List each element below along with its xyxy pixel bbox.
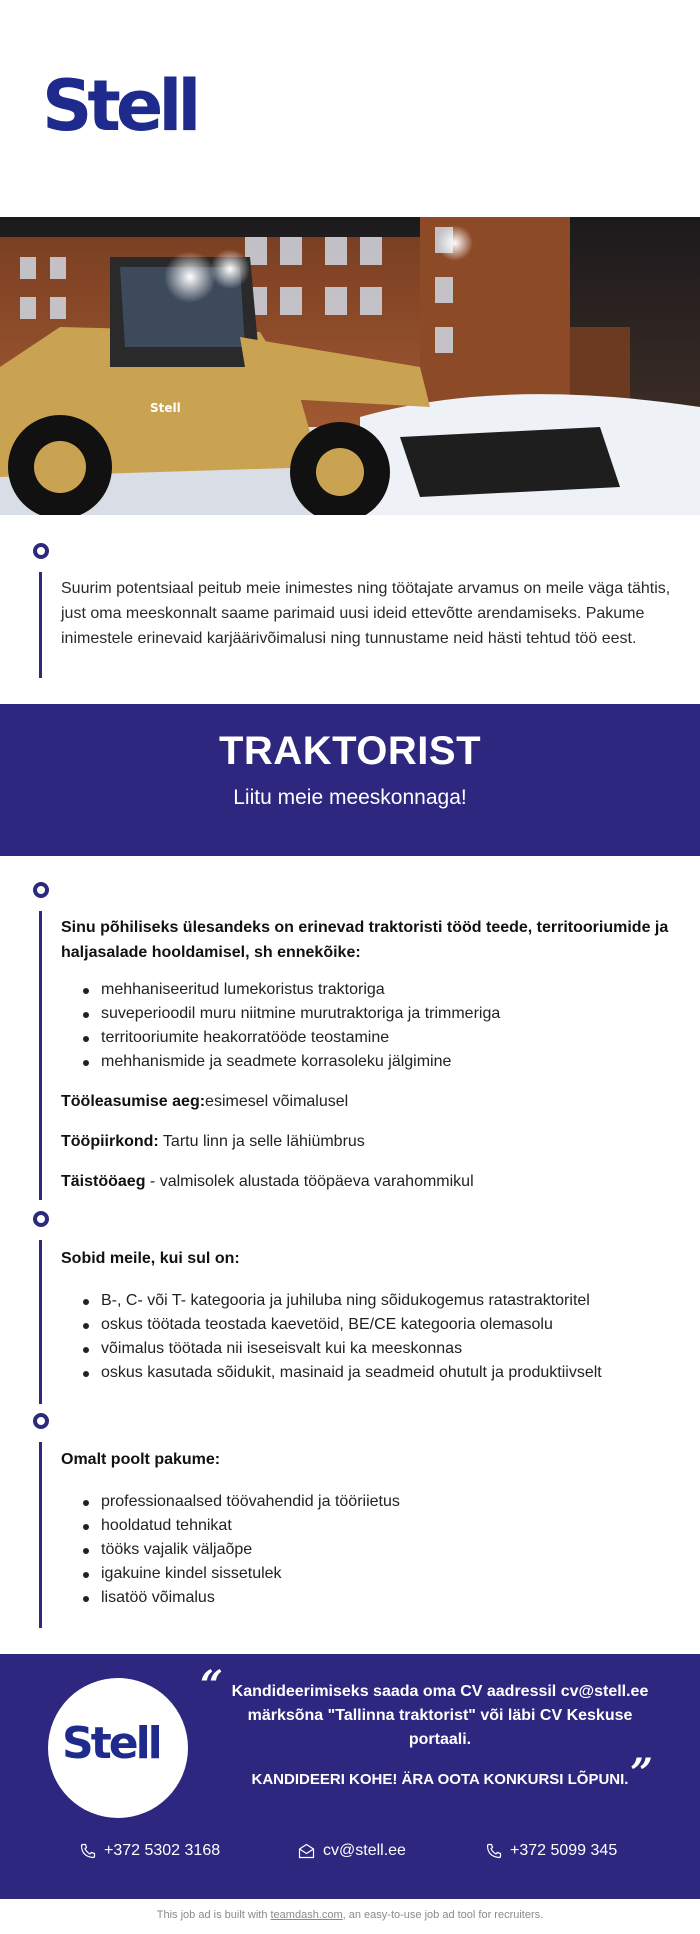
- stell-logo: Stell: [42, 65, 197, 147]
- phone-2-text: +372 5099 345: [510, 1842, 618, 1859]
- start-date-value: esimesel võimalusel: [205, 1093, 349, 1110]
- list-item: hooldatud tehnikat: [61, 1514, 671, 1538]
- phone-icon: [80, 1843, 96, 1859]
- credit-prefix: This job ad is built with: [156, 1909, 271, 1921]
- contact-email[interactable]: [298, 1842, 406, 1860]
- cta-line: Kandideerimiseks saada oma CV aadressil cv@stell.ee: [231, 1683, 649, 1700]
- work-area-label: Tööpiirkond:: [61, 1133, 159, 1150]
- tractor-photo: [0, 217, 700, 515]
- list-item: territooriumite heakorratööde teostamine: [61, 1026, 671, 1050]
- list-item: igakuine kindel sissetulek: [61, 1562, 671, 1586]
- list-item: mehhaniseeritud lumekoristus traktoriga: [61, 978, 671, 1002]
- teamdash-link[interactable]: teamdash.com: [270, 1909, 343, 1921]
- requirements-section: [61, 1246, 671, 1385]
- list-item: B-, C- või T- kategooria ja juhiluba ning sõidukogemus ratastraktoritel: [61, 1289, 671, 1313]
- cta-line: märksõna "Tallinna traktorist" või läbi CV Keskuse: [247, 1707, 633, 1724]
- job-subtitle: Liitu meie meeskonnaga!: [233, 786, 467, 809]
- phone-icon: [486, 1843, 502, 1859]
- work-time-value: - valmisolek alustada tööpäeva varahommikul: [145, 1173, 474, 1190]
- intro-section: [61, 576, 671, 651]
- contact-footer: [0, 1654, 700, 1899]
- section-marker: [33, 1211, 49, 1227]
- list-item: võimalus töötada nii iseseisvalt kui ka meeskonnas: [61, 1337, 671, 1361]
- contact-phone-1[interactable]: [80, 1842, 220, 1860]
- section-divider: [39, 1442, 42, 1628]
- mail-icon: [298, 1843, 315, 1859]
- section-divider: [39, 911, 42, 1200]
- list-item: tööks vajalik väljaõpe: [61, 1538, 671, 1562]
- credit-suffix: , an easy-to-use job ad tool for recruiters.: [342, 1909, 544, 1921]
- requirements-list: [61, 1289, 671, 1385]
- quote-close-icon: ”: [630, 1750, 654, 1797]
- email-text: cv@stell.ee: [323, 1842, 406, 1859]
- cta-apply-now: KANDIDEERI KOHE! ÄRA OOTA KONKURSI LÕPUNI.: [251, 1771, 629, 1788]
- list-item: oskus töötada teostada kaevetöid, BE/CE kategooria olemasolu: [61, 1313, 671, 1337]
- work-time: [61, 1170, 671, 1194]
- footer-logo-text: Stell: [62, 1718, 160, 1769]
- duties-list: [61, 978, 671, 1074]
- credit-line: [0, 1909, 700, 1921]
- list-item: professionaalsed töövahendid ja tööriietus: [61, 1490, 671, 1514]
- phone-1-text: +372 5302 3168: [104, 1842, 221, 1859]
- header: [0, 0, 700, 217]
- svg-text:Stell: Stell: [150, 401, 181, 415]
- offer-section: [61, 1447, 671, 1610]
- section-marker: [33, 543, 49, 559]
- quote-open-icon: “: [200, 1662, 224, 1709]
- contact-phone-2[interactable]: [486, 1842, 617, 1860]
- hero-image: [0, 217, 700, 515]
- start-date: [61, 1090, 671, 1114]
- duties-section: [61, 915, 671, 1194]
- work-area: [61, 1130, 671, 1154]
- offer-lead: Omalt poolt pakume:: [61, 1451, 221, 1468]
- work-time-label: Täistööaeg: [61, 1173, 146, 1190]
- list-item: suveperioodil muru niitmine murutraktoriga ja trimmeriga: [61, 1002, 671, 1026]
- list-item: mehhanismide ja seadmete korrasoleku jälgimine: [61, 1050, 671, 1074]
- job-title-banner: [0, 704, 700, 856]
- contact-row: [0, 1842, 700, 1868]
- footer-logo: [48, 1678, 188, 1818]
- job-title: TRAKTORIST: [218, 729, 482, 773]
- section-marker: [33, 1413, 49, 1429]
- cta-block: [225, 1680, 655, 1792]
- list-item: lisatöö võimalus: [61, 1586, 671, 1610]
- section-marker: [33, 882, 49, 898]
- work-area-value: Tartu linn ja selle lähiümbrus: [158, 1133, 365, 1150]
- intro-text: Suurim potentsiaal peitub meie inimestes ning töötajate arvamus on meile väga tähtis, just oma meeskonnalt saame parimaid uusi ideid ettevõtte arendamiseks. Pakume inimestele erinevaid karjäärivõimalusi ning tunnustame neid hästi tehtud töö eest.: [61, 580, 671, 647]
- cta-line: portaali.: [408, 1731, 472, 1748]
- list-item: oskus kasutada sõidukit, masinaid ja seadmeid ohutult ja produktiivselt: [61, 1361, 671, 1385]
- start-date-label: Tööleasumise aeg:: [61, 1093, 206, 1110]
- duties-lead: Sinu põhiliseks ülesandeks on erinevad traktoristi tööd teede, territooriumide ja haljasalade hooldamisel, sh ennekõike:: [61, 919, 669, 961]
- section-divider: [39, 572, 42, 678]
- section-divider: [39, 1240, 42, 1404]
- offer-list: [61, 1490, 671, 1610]
- requirements-lead: Sobid meile, kui sul on:: [61, 1250, 240, 1267]
